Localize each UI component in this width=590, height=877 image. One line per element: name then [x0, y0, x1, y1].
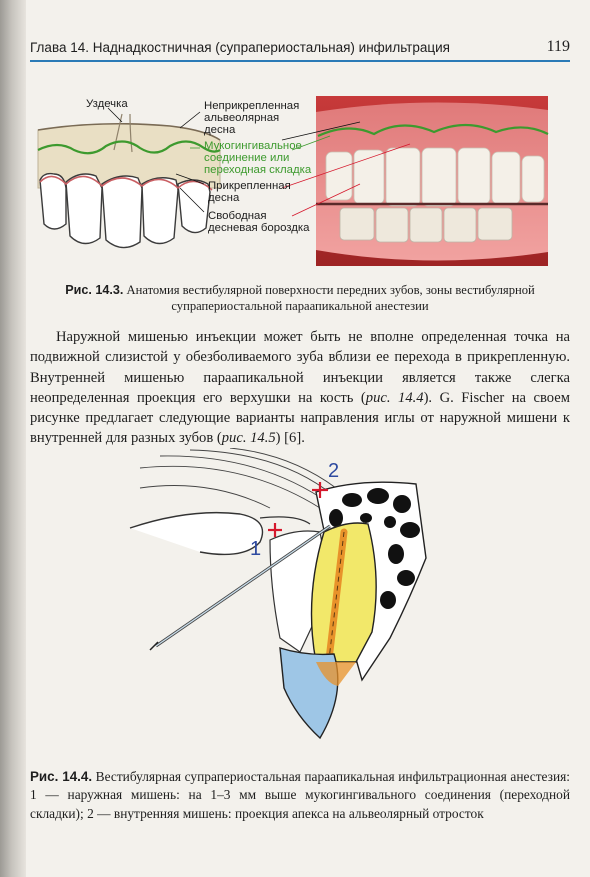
- figure-14-4-caption-text: Вестибулярная супрапериостальная параапикальная инфильтрационная анестезия: 1 — наружная мишень: на 1–3 мм выше мукогингивального соединения (переходной складки); 2 — внутренняя мишень: проекция апекса на альвеолярный отросток: [30, 769, 571, 821]
- label-attached-gingiva: [208, 180, 291, 204]
- body-text-part2: ). G. Fischer на своем рисунке предлагает следующие варианты направления иглы от наружной мишени к внутренней для разных зубов (: [30, 389, 570, 447]
- figure-14-3: [30, 92, 560, 278]
- figure-14-3-number: Рис. 14.3.: [65, 283, 124, 297]
- label-mucogingival-line2: соединение или: [204, 152, 290, 164]
- chapter-title: Глава 14. Наднадкостничная (супрапериостальная) инфильтрация: [30, 40, 450, 55]
- label-free-gingival-groove: [208, 210, 309, 234]
- label-attached-line1: Прикрепленная: [208, 180, 291, 192]
- label-unattached-line1: Неприкрепленная: [204, 100, 300, 112]
- page-number: 119: [546, 38, 570, 55]
- figure-14-3-caption: [30, 282, 570, 314]
- figure-reference-14-4: рис. 14.4: [365, 389, 424, 406]
- marker-2-label: 2: [328, 460, 340, 482]
- figure-14-4-number: Рис. 14.4.: [30, 769, 93, 784]
- figure-14-3-caption-text1: Анатомия вестибулярной поверхности передних зубов, зоны вестибулярной: [126, 283, 535, 297]
- label-attached-line2: десна: [208, 192, 240, 204]
- marker-1-label: 1: [250, 538, 262, 560]
- body-text-part1: Наружной мишенью инъекции может быть не вполне определенная точка на подвижной слизистой у обезболиваемого зуба вблизи ее перехода в прикрепленную. Внутренней мишенью параапикальной инъекции является также слегка неопределенная проекция его верхушки на кость (: [30, 329, 570, 406]
- figure-reference-14-5: рис. 14.5: [221, 430, 276, 447]
- body-paragraph: [30, 327, 570, 449]
- label-frenum: Уздечка: [86, 98, 128, 110]
- header-rule: [30, 60, 570, 62]
- label-unattached-line3: десна: [204, 124, 236, 136]
- label-unattached-line2: альвеолярная: [204, 112, 280, 124]
- injection-diagram: [120, 448, 490, 748]
- label-mucogingival-junction: [204, 140, 311, 176]
- figure-14-3-caption-line1: [30, 282, 570, 298]
- label-free-line2: десневая бороздка: [208, 222, 310, 234]
- label-free-line1: Свободная: [208, 210, 267, 222]
- label-unattached-gingiva: [204, 100, 299, 136]
- label-mucogingival-line1: Мукогингивальное: [204, 140, 302, 152]
- figure-14-4-caption: [30, 768, 570, 823]
- figure-14-4: [120, 448, 490, 748]
- figure-14-3-caption-line2: супрапериостальной параапикальной анестезии: [171, 299, 429, 313]
- label-mucogingival-line3: переходная складка: [204, 164, 312, 176]
- book-spine-shadow: [0, 0, 26, 877]
- body-text-part3: ) [6].: [275, 430, 305, 447]
